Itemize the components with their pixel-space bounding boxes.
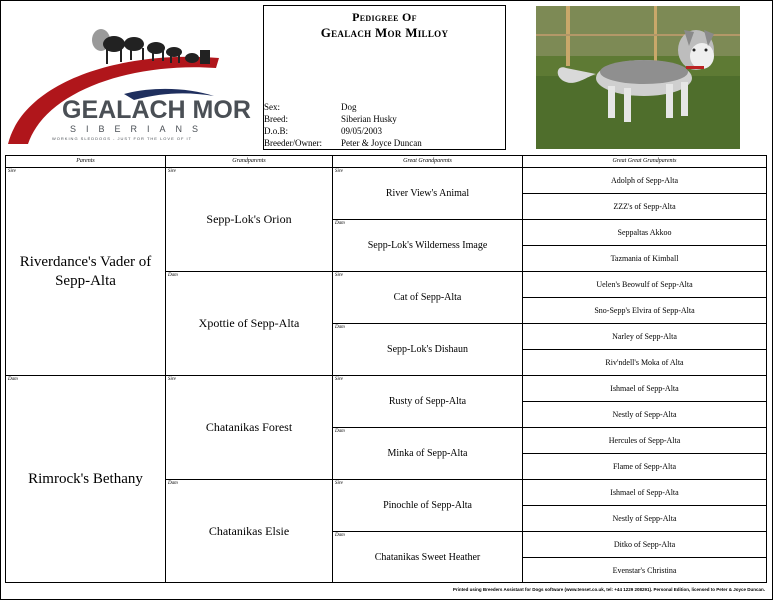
info-label: D.o.B:: [264, 126, 289, 136]
info-value: Siberian Husky: [341, 114, 397, 124]
great-grandparent-name: Minka of Sepp-Alta: [387, 448, 468, 459]
ggg-name: Ishmael of Sepp-Alta: [610, 488, 679, 497]
title-line-2: Gealach Mor Milloy: [320, 25, 449, 40]
grandparent-name: Chatanikas Forest: [205, 420, 293, 434]
great-grandparent-name: River View's Animal: [385, 188, 470, 199]
grandparent-cell: [166, 376, 333, 480]
ggg-name: Seppaltas Akkoo: [617, 228, 672, 237]
dog-photo: [536, 6, 740, 149]
pedigree-grid: [5, 155, 767, 583]
info-label: Breed:: [264, 114, 288, 124]
dam-tag: Dam: [335, 325, 345, 330]
info-row-breeder: [264, 137, 422, 149]
dam-tag: Dam: [335, 429, 345, 434]
ggg-cell: [523, 402, 766, 428]
dam-tag: Dam: [168, 481, 178, 486]
ggg-name: Uelen's Beowulf of Sepp-Alta: [596, 280, 693, 289]
great-grandparent-name: Cat of Sepp-Alta: [393, 292, 462, 303]
ggg-name: Hercules of Sepp-Alta: [608, 436, 681, 445]
logo-subtitle: SIBERIANS: [70, 124, 209, 134]
column-header-parents: Parents: [6, 156, 166, 168]
ggg-cell: [523, 376, 766, 402]
great-grandparent-cell: [333, 324, 523, 376]
info-value: Peter & Joyce Duncan: [341, 138, 422, 148]
ggg-name: Flame of Sepp-Alta: [612, 462, 677, 471]
ggg-name: Evenstar's Christina: [612, 565, 677, 575]
great-grandparent-cell: [333, 376, 523, 428]
ggg-name: Nestly of Sepp-Alta: [612, 514, 677, 523]
info-label: Breeder/Owner:: [264, 138, 322, 148]
ggg-cell: [523, 324, 766, 350]
parent-name: Riverdance's Vader of Sepp-Alta: [19, 253, 152, 289]
great-grandparent-cell: [333, 272, 523, 324]
ggg-name: Nestly of Sepp-Alta: [612, 410, 677, 419]
sire-tag: Sire: [8, 169, 16, 174]
sire-tag: Sire: [168, 169, 176, 174]
info-row-breed: [264, 113, 422, 125]
grandparent-name: Chatanikas Elsie: [208, 523, 290, 538]
ggg-name: Riv'ndell's Moka of Alta: [605, 358, 684, 367]
info-label: Sex:: [264, 102, 281, 112]
great-grandparent-cell: [333, 220, 523, 272]
dam-tag: Dam: [335, 533, 345, 538]
dam-tag: Dam: [335, 221, 345, 226]
title-line-1: Pedigree Of: [352, 10, 417, 24]
info-row-dob: [264, 125, 422, 137]
ggg-cell: [523, 298, 766, 324]
sire-tag: Sire: [335, 377, 343, 382]
sire-tag: Sire: [335, 481, 343, 486]
great-grandparent-name: Chatanikas Sweet Heather: [374, 551, 481, 563]
dam-tag: Dam: [168, 273, 178, 278]
great-grandparent-cell: [333, 480, 523, 532]
sire-tag: Sire: [168, 377, 176, 382]
column-header-grandparents: Grandparents: [166, 156, 333, 168]
ggg-name: Ditko of Sepp-Alta: [613, 540, 676, 549]
dog-info-box: [263, 5, 506, 150]
ggg-name: Tazmania of Kimball: [610, 254, 679, 263]
grandparent-cell: [166, 480, 333, 582]
great-grandparent-cell: [333, 168, 523, 220]
ggg-cell: [523, 454, 766, 480]
great-grandparent-name: Rusty of Sepp-Alta: [388, 396, 467, 407]
ggg-cell: [523, 428, 766, 454]
column-header-great-great-grandparents: Great Great Grandparents: [523, 156, 766, 168]
printed-by-footer: Printed using Breeders Assistant for Dogs software (www.tenset.co.uk, tel: +44 1229 208291). Personal Edition, licensed to Peter & Joyce Duncan.: [452, 587, 765, 592]
info-row-sex: [264, 101, 422, 113]
parent-name: Rimrock's Bethany: [28, 470, 143, 487]
ggg-cell: [523, 532, 766, 558]
sire-tag: Sire: [335, 169, 343, 174]
logo-tagline: WORKING SLEDDOGS - JUST FOR THE LOVE OF IT: [52, 136, 193, 141]
great-grandparent-name: Pinochle of Sepp-Alta: [383, 500, 472, 511]
great-grandparent-name: Sepp-Lok's Wilderness Image: [367, 240, 488, 251]
ggg-cell: [523, 506, 766, 532]
kennel-logo: [4, 10, 254, 150]
ggg-name: Narley of Sepp-Alta: [612, 332, 677, 341]
ggg-cell: [523, 558, 766, 582]
ggg-name: Sno-Sepp's Elvira of Sepp-Alta: [594, 306, 695, 315]
ggg-name: ZZZ's of Sepp-Alta: [613, 202, 676, 211]
ggg-cell: [523, 168, 766, 194]
parent-cell: [6, 168, 166, 376]
ggg-cell: [523, 194, 766, 220]
pedigree-title: [264, 10, 505, 40]
great-grandparent-cell: [333, 428, 523, 480]
parent-cell: [6, 376, 166, 582]
grandparent-name: Xpottie of Sepp-Alta: [198, 316, 300, 330]
logo-name: GEALACH MOR: [62, 96, 251, 124]
great-grandparent-name: Sepp-Lok's Dishaun: [387, 344, 468, 355]
grandparent-name: Sepp-Lok's Orion: [206, 212, 292, 226]
ggg-cell: [523, 350, 766, 376]
ggg-cell: [523, 480, 766, 506]
column-header-great-grandparents: Great Grandparents: [333, 156, 523, 168]
sire-tag: Sire: [335, 273, 343, 278]
grandparent-cell: [166, 168, 333, 272]
great-grandparent-cell: [333, 532, 523, 582]
info-fields: [264, 101, 422, 149]
dam-tag: Dam: [8, 377, 18, 382]
ggg-cell: [523, 220, 766, 246]
grandparent-cell: [166, 272, 333, 376]
info-value: Dog: [341, 102, 357, 112]
ggg-name: Ishmael of Sepp-Alta: [610, 384, 679, 393]
ggg-name: Adolph of Sepp-Alta: [610, 176, 679, 185]
ggg-cell: [523, 246, 766, 272]
info-value: 09/05/2003: [341, 126, 383, 136]
ggg-cell: [523, 272, 766, 298]
